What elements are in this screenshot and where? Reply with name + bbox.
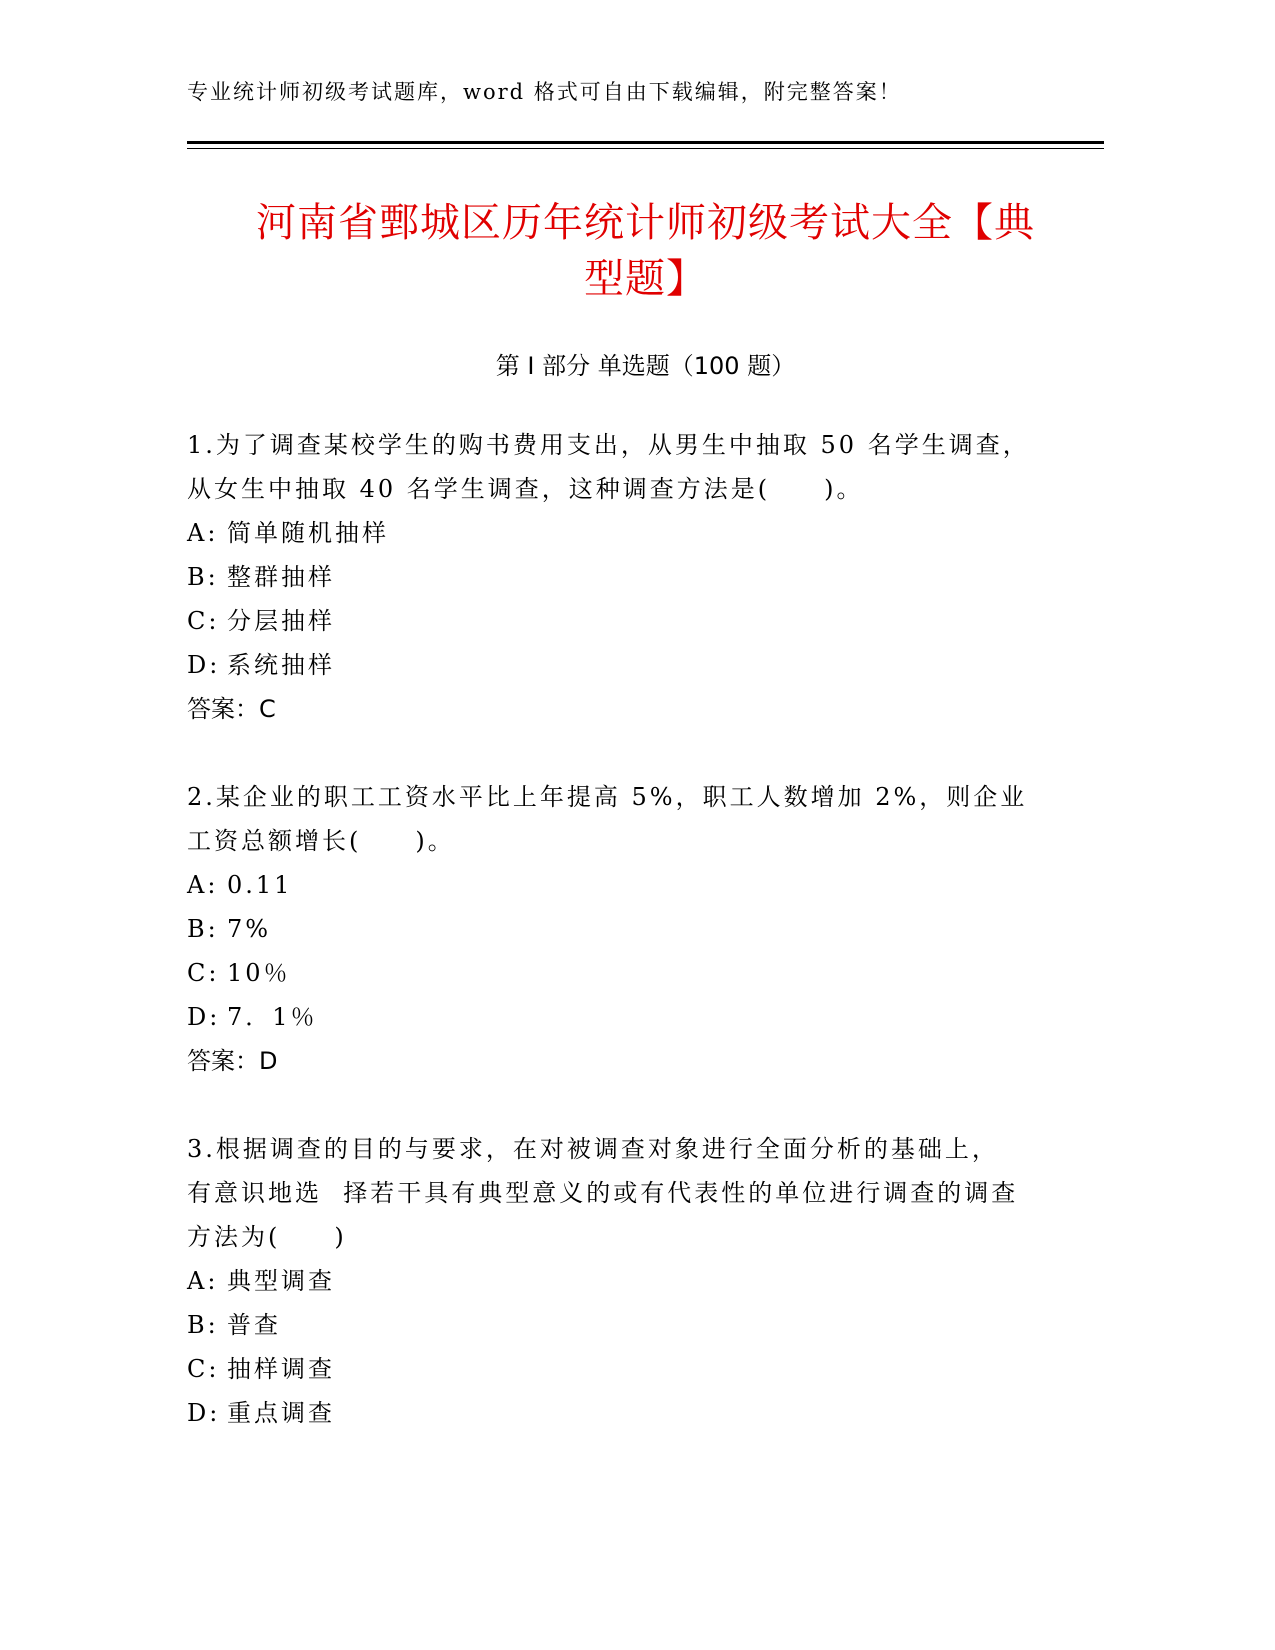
option-letter: D:: [187, 651, 221, 679]
option-text: 整群抽样: [227, 563, 335, 591]
question-3-option-a: [187, 1259, 1067, 1303]
question-1-option-d: [187, 643, 1067, 687]
question-3-stem-line-1: 3.根据调查的目的与要求，在对被调查对象进行全面分析的基础上，: [187, 1135, 999, 1163]
question-1-stem-line-2: 从女生中抽取 40 名学生调查，这种调查方法是( )。: [187, 475, 864, 503]
question-3-option-b: [187, 1303, 1067, 1347]
option-text: 系统抽样: [227, 651, 335, 679]
question-2-option-a: [187, 863, 1067, 907]
question-2-option-b: [187, 907, 1067, 951]
option-text: 10％: [227, 959, 291, 987]
question-1-option-a: [187, 511, 1067, 555]
question-2: [187, 775, 1067, 1083]
header-note: 专业统计师初级考试题库，word 格式可自由下载编辑，附完整答案！: [187, 80, 902, 104]
option-letter: C:: [187, 959, 220, 987]
option-text: 普查: [227, 1311, 281, 1339]
header-rule-thin: [187, 148, 1104, 149]
section-title: 第 I 部分 单选题（100 题）: [495, 352, 796, 380]
question-2-option-c: [187, 951, 1067, 995]
question-2-answer: 答案：D: [187, 1047, 278, 1075]
question-3-stem-line-2: 有意识地选 择若干具有典型意义的或有代表性的单位进行调查的调查: [187, 1179, 1019, 1207]
question-3-option-c: [187, 1347, 1067, 1391]
option-text: 7．1％: [227, 1003, 318, 1031]
question-2-stem-line-2: 工资总额增长( )。: [187, 827, 455, 855]
option-text: 典型调查: [227, 1267, 335, 1295]
question-1-option-b: [187, 555, 1067, 599]
option-letter: C:: [187, 1355, 220, 1383]
question-1: [187, 423, 1067, 731]
option-letter: C:: [187, 607, 220, 635]
question-2-stem-line-1: 2.某企业的职工工资水平比上年提高 5%，职工人数增加 2%，则企业: [187, 783, 1028, 811]
document-title-line-1: 河南省鄄城区历年统计师初级考试大全【典: [256, 200, 1035, 246]
option-text: 分层抽样: [227, 607, 335, 635]
option-letter: A:: [187, 519, 219, 547]
option-letter: D:: [187, 1399, 221, 1427]
option-letter: D:: [187, 1003, 221, 1031]
document-title: [187, 195, 1104, 307]
option-text: 抽样调查: [227, 1355, 335, 1383]
option-letter: B:: [187, 563, 219, 591]
question-1-option-c: [187, 599, 1067, 643]
option-text: 简单随机抽样: [227, 519, 389, 547]
header-rule-thick: [187, 141, 1104, 144]
option-text: 重点调查: [227, 1399, 335, 1427]
option-text: 7%: [227, 915, 272, 943]
document-title-line-2: 型题】: [584, 256, 707, 302]
question-1-stem-line-1: 1.为了调查某校学生的购书费用支出，从男生中抽取 50 名学生调查，: [187, 431, 1030, 459]
question-3: [187, 1127, 1067, 1435]
question-list: [187, 423, 1067, 1479]
question-3-option-d: [187, 1391, 1067, 1435]
option-letter: A:: [187, 871, 219, 899]
question-2-option-d: [187, 995, 1067, 1039]
option-letter: A:: [187, 1267, 219, 1295]
question-1-answer: 答案：C: [187, 695, 276, 723]
option-text: 0.11: [227, 871, 293, 899]
question-3-stem-line-3: 方法为( ): [187, 1223, 347, 1251]
option-letter: B:: [187, 915, 219, 943]
option-letter: B:: [187, 1311, 219, 1339]
